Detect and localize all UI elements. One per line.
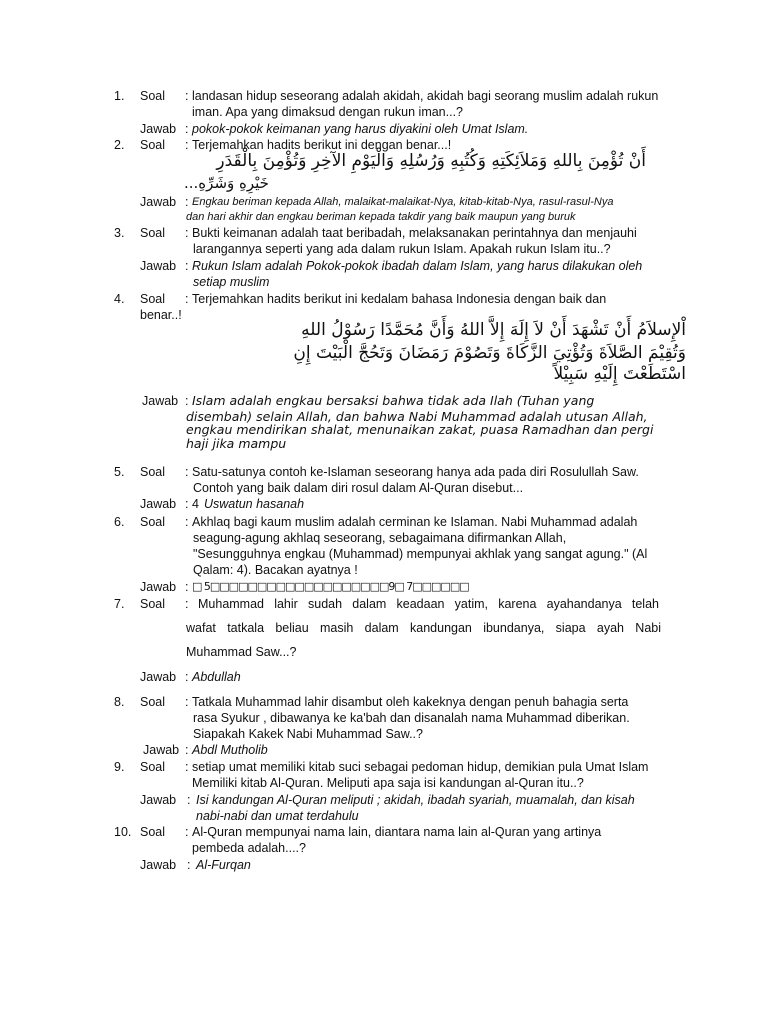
jawab-label: Jawab — [140, 195, 177, 209]
colon: : — [185, 195, 189, 209]
answer-text: Abdl Mutholib — [192, 743, 268, 757]
question-text: Muhammad lahir sudah dalam keadaan yatim, karena ayahandanya telah — [198, 597, 659, 611]
soal-label: Soal — [140, 226, 166, 240]
question-number: 7. — [114, 597, 125, 611]
colon: : — [185, 580, 189, 594]
question-text: Terjemahkan hadits berikut ini dengan benar...! — [192, 138, 452, 152]
question-text: larangannya seperti yang ada dalam rukun Islam. Apakah rukun Islam itu..? — [193, 242, 611, 256]
soal-label: Soal — [140, 760, 166, 774]
colon: : — [185, 465, 189, 479]
soal-label: Soal — [140, 465, 166, 479]
colon: : — [185, 226, 189, 240]
jawab-label: Jawab — [140, 259, 177, 273]
colon: : — [187, 858, 191, 872]
colon: : — [185, 138, 189, 152]
jawab-label: Jawab — [142, 394, 179, 408]
question-text: Tatkala Muhammad lahir disambut oleh kakeknya dengan penuh bahagia serta — [192, 695, 629, 709]
jawab-label: Jawab — [140, 793, 177, 807]
soal-label: Soal — [140, 138, 166, 152]
jawab-label: Jawab — [140, 122, 177, 136]
question-text: Bukti keimanan adalah taat beribadah, melaksanakan perintahnya dan menjauhi — [192, 226, 637, 240]
jawab-label: Jawab — [140, 670, 177, 684]
question-text: Memiliki kitab Al-Quran. Meliputi apa saja isi kandungan al-Quran itu..? — [192, 776, 584, 790]
question-number: 3. — [114, 226, 125, 240]
question-text: setiap umat memiliki kitab suci sebagai pedoman hidup, demikian pula Umat Islam — [192, 760, 649, 774]
answer-text: Al-Furqan — [196, 858, 251, 872]
soal-label: Soal — [140, 597, 166, 611]
arabic-hadith-line: أَنْ تُؤْمِنَ بِاللهِ وَمَلاَئِكَتِهِ وَكُتُبِهِ وَرُسُلِهِ وَالْيَوْمِ الآخِرِ وَتُؤْمِنَ بِالْقَدَرِ — [216, 151, 646, 171]
question-text: Siapakah Kakek Nabi Muhammad Saw..? — [193, 727, 423, 741]
colon: : — [185, 743, 189, 757]
soal-label: Soal — [140, 695, 166, 709]
soal-label: Soal — [140, 89, 166, 103]
colon: : — [185, 292, 189, 306]
question-number: 4. — [114, 292, 125, 306]
question-text: Akhlaq bagi kaum muslim adalah cerminan ke Islaman. Nabi Muhammad adalah — [192, 515, 638, 529]
answer-text: nabi-nabi dan umat terdahulu — [196, 809, 359, 823]
question-text: Muhammad Saw...? — [186, 645, 297, 659]
soal-label: Soal — [140, 825, 166, 839]
answer-text: Uswatun hasanah — [204, 497, 305, 511]
arabic-hadith-line: وَتُقِيْمَ الصَّلاَةَ وَتُؤْتِيَ الزَّكَاةَ وَتَصُوْمَ رَمَضَانَ وَتَحُجَّ الْبَيْتَ إِنِ — [293, 343, 686, 363]
question-text: benar..! — [140, 308, 182, 322]
question-text: pembeda adalah....? — [192, 841, 306, 855]
question-number: 9. — [114, 760, 125, 774]
answer-text: engkau mendirikan shalat, menunaikan zakat, puasa Ramadhan dan pergi — [186, 422, 654, 437]
question-number: 5. — [114, 465, 125, 479]
colon: : — [185, 825, 189, 839]
colon: : — [185, 259, 189, 273]
question-number: 8. — [114, 695, 125, 709]
question-text: wafat tatkala beliau masih dalam kandungan ibundanya, siapa ayah Nabi — [186, 621, 661, 635]
question-text: rasa Syukur , dibawanya ke ka'bah dan disanalah nama Muhammad diberikan. — [193, 711, 630, 725]
jawab-label: Jawab — [143, 743, 180, 757]
question-text: Al-Quran mempunyai nama lain, diantara nama lain al-Quran yang artinya — [192, 825, 602, 839]
colon: : — [185, 695, 189, 709]
colon: : — [185, 670, 189, 684]
answer-text: Islam adalah engkau bersaksi bahwa tidak ada Ilah (Tuhan yang — [192, 393, 595, 408]
colon: : — [185, 515, 189, 529]
question-text: "Sesungguhnya engkau (Muhammad) mempunyai akhlak yang sangat agung." (Al — [193, 547, 648, 561]
question-number: 6. — [114, 515, 125, 529]
question-number: 1. — [114, 89, 125, 103]
question-number: 10. — [114, 825, 132, 839]
question-text: Qalam: 4). Bacakan ayatnya ! — [193, 563, 358, 577]
question-text: iman. Apa yang dimaksud dengan rukun iman...? — [192, 105, 464, 119]
colon: : — [185, 597, 189, 611]
answer-text: pokok-pokok keimanan yang harus diyakini oleh Umat Islam. — [192, 122, 529, 136]
answer-text: setiap muslim — [193, 275, 270, 289]
jawab-label: Jawab — [140, 497, 177, 511]
colon: : — [185, 122, 189, 136]
answer-text: disembah) selain Allah, dan bahwa Nabi Muhammad adalah utusan Allah, — [186, 409, 648, 424]
question-text: landasan hidup seseorang adalah akidah, akidah bagi seorang muslim adalah rukun — [192, 89, 659, 103]
arabic-hadith-line: اْلإِسلاَمُ أَنْ تَشْهَدَ أَنْ لاَ إِلَهَ إِلاَّ اللهُ وَأَنَّ مُحَمَّدًا رَسُوْلُ اللهِ — [301, 320, 686, 340]
arabic-hadith-line: خَيْرِهِ وَشَرِّهِ... — [184, 174, 269, 192]
colon: : — [185, 394, 189, 408]
jawab-label: Jawab — [140, 580, 177, 594]
question-text: seagung-agung akhlaq seseorang, sebagaimana difirmankan Allah, — [193, 531, 567, 545]
question-text: Terjemahkan hadits berikut ini kedalam bahasa Indonesia dengan baik dan — [192, 292, 607, 306]
answer-text: Engkau beriman kepada Allah, malaikat-malaikat-Nya, kitab-kitab-Nya, rasul-rasul-Nya — [192, 196, 614, 208]
answer-text: Isi kandungan Al-Quran meliputi ; akidah, ibadah syariah, muamalah, dan kisah — [196, 793, 635, 807]
answer-text: haji jika mampu — [186, 436, 287, 451]
question-text: Satu-satunya contoh ke-Islaman seseorang hanya ada pada diri Rosulullah Saw. — [192, 465, 639, 479]
answer-text: Rukun Islam adalah Pokok-pokok ibadah dalam Islam, yang harus dilakukan oleh — [192, 259, 643, 273]
question-text: Contoh yang baik dalam diri rosul dalam Al-Quran disebut... — [193, 481, 524, 495]
question-number: 2. — [114, 138, 125, 152]
soal-label: Soal — [140, 292, 166, 306]
answer-text: dan hari akhir dan engkau beriman kepada takdir yang baik maupun yang buruk — [186, 211, 576, 223]
colon: : — [185, 497, 189, 511]
answer-text: Abdullah — [192, 670, 241, 684]
soal-label: Soal — [140, 515, 166, 529]
colon: : — [185, 89, 189, 103]
arabic-hadith-line: اسْتَطَعْتَ إِلَيْهِ سَبِيْلاً — [553, 364, 686, 384]
colon: : — [185, 760, 189, 774]
answer-text: □ 5□□□□□□□□□□□□□□□□□□□9□ 7□□□□□□ — [192, 580, 469, 593]
jawab-label: Jawab — [140, 858, 177, 872]
colon: : — [187, 793, 191, 807]
answer-prefix: 4 — [192, 497, 199, 511]
